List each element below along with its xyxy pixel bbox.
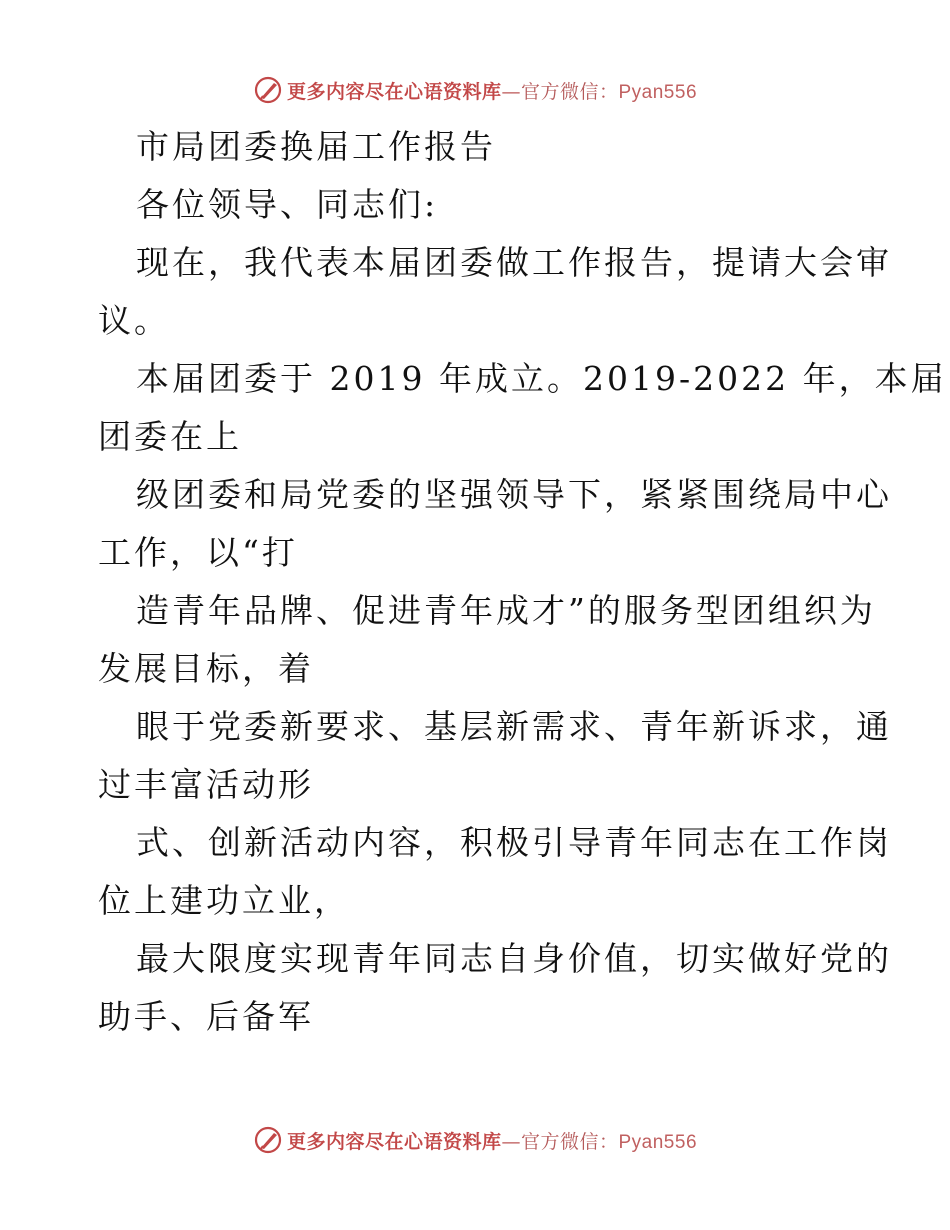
paragraph-line: 造青年品牌、促进青年成才”的服务型团组织为 <box>136 591 876 630</box>
paragraph-line: 眼于党委新要求、基层新需求、青年新诉求，通 <box>136 707 892 746</box>
banner-wechat-label: 官方微信： <box>520 1130 619 1153</box>
paragraph-line: 助手、后备军 <box>98 997 314 1036</box>
paragraph-line: 现在，我代表本届团委做工作报告，提请大会审 <box>136 243 892 282</box>
header-banner-content <box>253 75 697 105</box>
banner-brand: 更多内容尽在心语资料库 <box>286 80 502 103</box>
banner-handle: Pyan556 <box>618 81 698 103</box>
header-banner <box>0 70 950 110</box>
header-banner-text <box>287 77 697 104</box>
footer-banner-content <box>253 1125 697 1155</box>
paragraph-line: 发展目标，着 <box>98 649 314 688</box>
banner-dash: — <box>501 1130 521 1153</box>
paragraph-line: 工作，以“打 <box>98 533 298 572</box>
banner-brand: 更多内容尽在心语资料库 <box>286 1130 502 1153</box>
document-title: 市局团委换届工作报告 <box>136 127 496 166</box>
footer-banner <box>0 1120 950 1160</box>
banner-dash: — <box>501 80 521 103</box>
paragraph-line: 最大限度实现青年同志自身价值，切实做好党的 <box>136 939 892 978</box>
paragraph-line: 位上建功立业， <box>98 881 350 920</box>
paragraph-line: 级团委和局党委的坚强领导下，紧紧围绕局中心 <box>136 475 892 514</box>
paragraph-line: 式、创新活动内容，积极引导青年同志在工作岗 <box>136 823 892 862</box>
banner-wechat-label: 官方微信： <box>520 80 619 103</box>
paragraph-line: 议。 <box>98 301 170 340</box>
paragraph-line: 团委在上 <box>98 417 242 456</box>
document-body <box>98 118 947 1046</box>
footer-banner-text <box>287 1127 697 1154</box>
paragraph-line: 本届团委于 2019 年成立。2019-2022 年，本届 <box>136 359 947 398</box>
quill-pen-logo-icon <box>253 75 283 105</box>
quill-pen-logo-icon <box>253 1125 283 1155</box>
paragraph-line: 过丰富活动形 <box>98 765 314 804</box>
banner-handle: Pyan556 <box>618 1131 698 1153</box>
salutation: 各位领导、同志们: <box>136 185 439 224</box>
